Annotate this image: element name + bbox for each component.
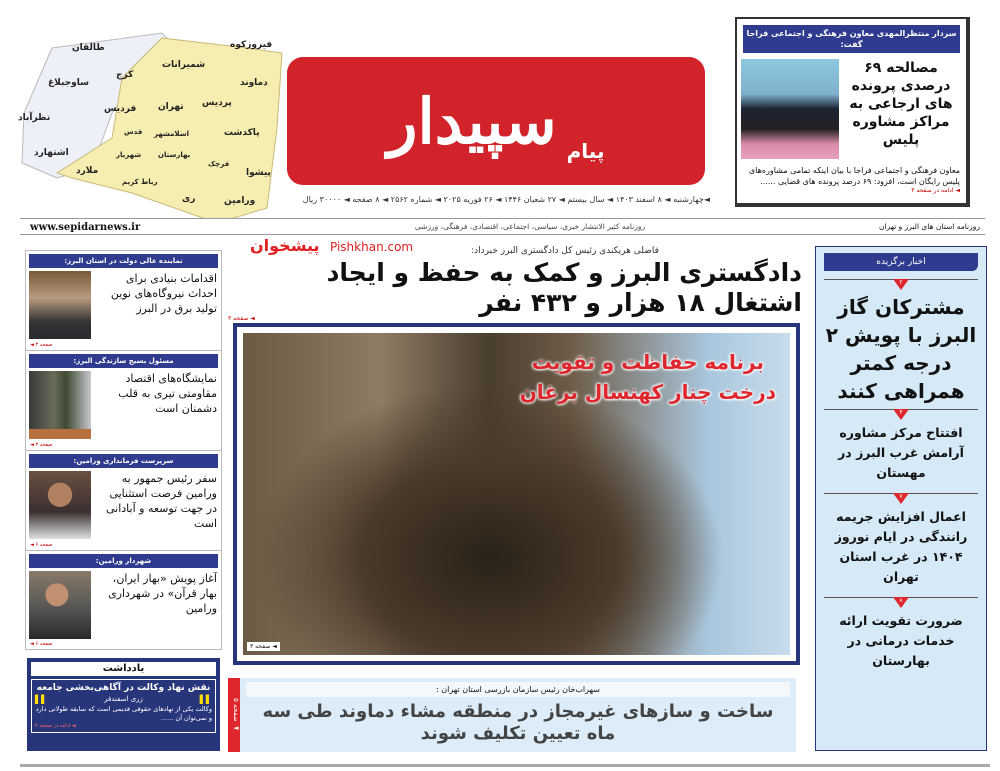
main-photo-frame bbox=[233, 323, 800, 665]
main-kicker: فاضلی هریکندی رئیس کل دادگستری البرز خبرداد: bbox=[471, 246, 659, 256]
main-headline[interactable]: دادگستری البرز و کمک به حفظ و ایجاد اشتغال ۱۸ هزار و ۴۳۲ نفر bbox=[326, 258, 802, 317]
paper-description: روزنامه استان های البرز و تهران bbox=[878, 222, 980, 231]
paper-subtitle: روزنامه کثیر الانتشار خبری، سیاسی، اجتماعی، اقتصادی، فرهنگی، ورزشی bbox=[414, 222, 646, 231]
map-city: نظرآباد bbox=[18, 113, 51, 123]
masthead-logo bbox=[287, 57, 705, 185]
map-city: اشتهارد bbox=[34, 148, 69, 158]
plane-tree-photo bbox=[243, 333, 790, 655]
bottom-headline: ساخت و سازهای غیرمجاز در منطقه مشاء دماوند طی سه ماه تعیین تکلیف شوند bbox=[262, 701, 774, 744]
map-city: فیروزکوه bbox=[230, 40, 273, 50]
photo-caption-line: درخت چنار کهنسال برغان bbox=[519, 380, 776, 404]
page-ref: ◄ صفحه ۳ bbox=[30, 442, 53, 448]
note-body: وکالت یکی از نهادهای حقوقی قدیمی است که سابقه طولانی دارد و نمی‌توان آن ...... bbox=[35, 705, 212, 722]
exhibition-photo bbox=[29, 371, 91, 439]
map-city: قدس bbox=[124, 128, 143, 136]
mayor-photo bbox=[29, 571, 91, 639]
featured-header: اخبار برگزیده bbox=[824, 253, 978, 271]
map-city: ورامین bbox=[224, 196, 256, 206]
note-author: زری اسفندفر bbox=[104, 695, 143, 703]
headline-page-ref: ◄ صفحه ۳ bbox=[228, 315, 255, 322]
bottom-kicker: سهراب‌خان رئیس سازمان بازرسی استان تهران : bbox=[246, 682, 790, 697]
divider bbox=[20, 234, 985, 235]
left-story-title: اقدامات بنیادی برای احداث نیروگاه‌های نوین تولید برق در البرز bbox=[110, 272, 217, 315]
page-number: ۷ bbox=[899, 493, 903, 500]
left-story[interactable] bbox=[25, 250, 222, 350]
map-city: رباط کریم bbox=[122, 178, 158, 186]
map-city: فردیس bbox=[104, 104, 137, 114]
photo-caption bbox=[520, 347, 776, 407]
featured-item[interactable]: مشترکان گاز البرز با پویش ۲ درجه کمتر همراهی کنند bbox=[825, 295, 977, 403]
watermark-logo: پیشخوان bbox=[250, 236, 320, 255]
separator bbox=[824, 409, 978, 423]
top-story-header: سردار منتظرالمهدی معاون فرهنگی و اجتماعی فراجا گفت: bbox=[743, 25, 960, 53]
map-city: پاکدشت bbox=[224, 128, 260, 138]
quote-icon: ▌▌ bbox=[35, 695, 48, 704]
page-ref: ◄ صفحه ۶ bbox=[30, 641, 53, 647]
website-url[interactable]: www.sepidarnews.ir bbox=[30, 222, 141, 233]
logo-text: سپیدار bbox=[387, 84, 557, 158]
featured-item[interactable]: ضرورت تقویت ارائه خدمات درمانی در بهارستان bbox=[839, 613, 963, 668]
map-city: اسلامشهر bbox=[154, 130, 190, 138]
photo-page-ref: ◄ صفحه ۳ bbox=[247, 642, 280, 651]
left-story-title: آغاز پویش «بهار ایران، بهار قرآن» در شهرداری ورامین bbox=[108, 572, 217, 615]
map-city: شمیرانات bbox=[162, 60, 206, 70]
left-story-header: مسئول بسیج سازندگی البرز: bbox=[29, 354, 218, 368]
separator bbox=[824, 279, 978, 293]
map-city: شهریار bbox=[116, 151, 142, 159]
left-story-title: نمایشگاه‌های اقتصاد مقاومتی تیری به قلب دشمنان است bbox=[118, 372, 217, 415]
map-city: طالقان bbox=[72, 43, 105, 53]
page-ref: ◄ صفحه ۶ bbox=[30, 542, 53, 548]
page-tab: ◄ صفحه ۵ bbox=[228, 678, 240, 752]
left-story[interactable] bbox=[25, 450, 222, 550]
map-city: کرج bbox=[116, 70, 134, 80]
footer-rule bbox=[20, 764, 990, 767]
page-number: ۸ bbox=[899, 597, 903, 604]
page-number: ۲ bbox=[899, 279, 903, 286]
page-ref: ◄ صفحه ۳ bbox=[30, 342, 53, 348]
police-officers-photo bbox=[741, 59, 839, 159]
left-story-header: سرپرست فرمانداری ورامین: bbox=[29, 454, 218, 468]
left-story[interactable] bbox=[25, 550, 222, 650]
featured-item[interactable]: اعمال افزایش جریمه رانندگی در ایام نوروز ۱۴۰۴ در غرب استان تهران bbox=[834, 509, 968, 584]
page-number: ۴ bbox=[899, 409, 903, 416]
top-story-body: معاون فرهنگی و اجتماعی فراجا با بیان اینکه تمامی مشاوره‌های پلیس رایگان است، افزود: ۶۹ درصد پرونده های قضایی ...... bbox=[748, 166, 960, 186]
featured-item[interactable]: افتتاح مرکز مشاوره آرامش غرب البرز در مهستان bbox=[838, 425, 964, 480]
official-photo bbox=[29, 471, 91, 539]
left-story-header: نماینده عالی دولت در استان البرز: bbox=[29, 254, 218, 268]
map-city: دماوند bbox=[240, 78, 268, 88]
left-story-header: شهردار ورامین: bbox=[29, 554, 218, 568]
map-city: ساوجبلاغ bbox=[48, 78, 89, 88]
separator bbox=[824, 597, 978, 611]
official-photo bbox=[29, 271, 91, 339]
dateline: ◄چهارشنبه ◄ ۸ اسفند ۱۴۰۳ ◄ سال بیستم ◄ ۲۷ شعبان ۱۴۴۶ ◄ ۲۶ فوریه ۲۰۲۵ ◄ شماره ۲۵۶۲ ◄ ۸ صفحه ◄ ۳۰۰۰۰ ریال bbox=[302, 195, 710, 204]
top-story-title: مصالحه ۶۹ درصدی پرونده های ارجاعی به مراکز مشاوره پلیس bbox=[849, 60, 953, 148]
map-city: پردیس bbox=[202, 98, 232, 108]
photo-caption-line: برنامه حفاظت و تقویت bbox=[531, 350, 764, 374]
bottom-story[interactable] bbox=[240, 678, 796, 752]
map-city: قرچک bbox=[208, 160, 230, 168]
map-city: ری bbox=[182, 194, 196, 204]
map-city: تهران bbox=[158, 102, 184, 112]
note-title: یادداشت bbox=[31, 662, 216, 676]
left-story-title: سفر رئیس جمهور به ورامین فرصت استثنایی در جهت توسعه و آبادانی است bbox=[106, 472, 217, 530]
divider bbox=[20, 218, 985, 219]
map-city: بهارستان bbox=[158, 151, 191, 159]
quote-icon: ▌▌ bbox=[199, 695, 212, 704]
editorial-note[interactable] bbox=[27, 658, 220, 751]
featured-news bbox=[815, 246, 987, 751]
left-story[interactable] bbox=[25, 350, 222, 450]
logo-prefix: پیام bbox=[566, 139, 605, 163]
map-city: پیشوا bbox=[246, 168, 271, 178]
continue-link[interactable]: ◄ ادامه در صفحه ۳ bbox=[911, 187, 960, 194]
left-column bbox=[25, 250, 222, 650]
note-headline: نقش نهاد وکالت در آگاهی‌بخشی جامعه bbox=[36, 683, 211, 693]
watermark-url: Pishkhan.com bbox=[330, 240, 414, 254]
province-map bbox=[12, 18, 287, 218]
top-story[interactable] bbox=[735, 17, 970, 207]
map-city: ملارد bbox=[76, 166, 99, 176]
separator bbox=[824, 493, 978, 507]
continue-link[interactable]: ◄ ادامه در صفحه ۳ bbox=[35, 723, 76, 729]
